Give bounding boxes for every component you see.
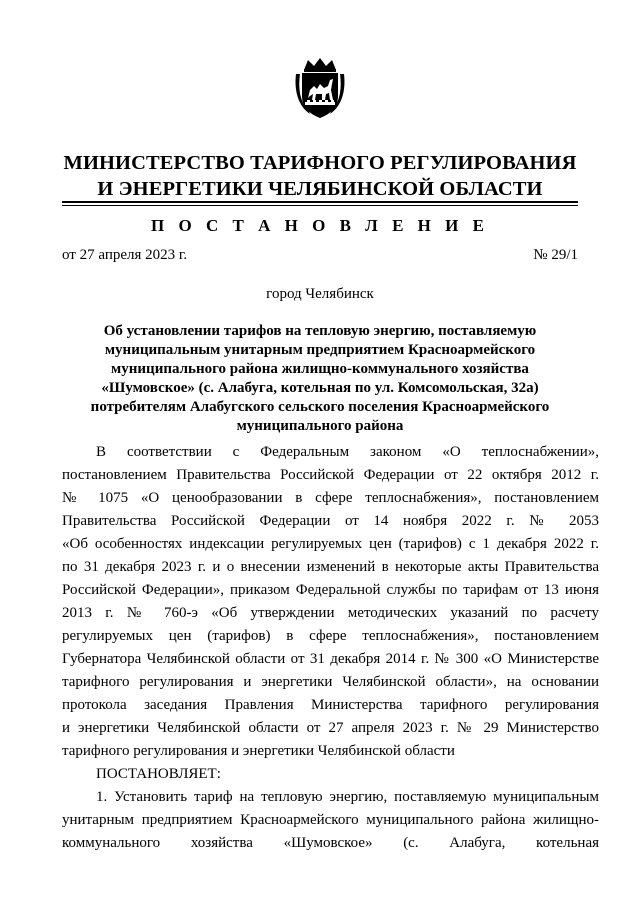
item-1-line: коммунального хозяйства «Шумовское» (с. Алабуга, котельная — [62, 835, 599, 851]
document-city: город Челябинск — [266, 286, 374, 302]
document-date: от 27 апреля 2023 г. — [62, 247, 188, 263]
body-line: регулируемых цен (тарифов) в сфере теплоснабжения», постановлением — [62, 628, 599, 644]
body-line: № 1075 «О ценообразовании в сфере теплоснабжения», постановлением — [62, 490, 599, 506]
body-line: протокола заседания Правления Министерства тарифного регулирования — [62, 697, 599, 713]
header-rule-thin — [62, 205, 578, 206]
ministry-title — [0, 150, 640, 202]
ministry-title-line-2: И ЭНЕРГЕТИКИ ЧЕЛЯБИНСКОЙ ОБЛАСТИ — [97, 178, 543, 200]
body-line: тарифного регулирования и энергетики Челябинской области», на основании — [62, 674, 599, 690]
coat-of-arms-icon — [292, 56, 348, 120]
item-1-line: унитарным предприятием Красноармейского муниципального района жилищно- — [62, 812, 599, 828]
body-line: Губернатора Челябинской области от 31 декабря 2014 г. № 300 «О Министерстве — [62, 651, 599, 667]
body-line: «Об особенностях индексации регулируемых цен (тарифов) с 1 декабря 2022 г. — [62, 536, 599, 552]
body-line: В соответствии с Федеральным законом «О теплоснабжении», — [96, 444, 599, 460]
body-line: постановлением Правительства Российской Федерации от 22 октября 2012 г. — [62, 467, 599, 483]
document-subject: Об установлении тарифов на тепловую энергию, поставляемую муниципальным унитарным предприятием Красноармейского муниципального района жилищно-коммунального хозяйства «Шумовское» (с. Алабуга, котельная по ул. Комсомольская, 32а) потребителям Алабугского сельского поселения Красноармейского муниципального района — [90, 323, 550, 434]
body-line: Российской Федерации», приказом Федеральной службы по тарифам от 13 июня — [62, 582, 599, 598]
body-line: тарифного регулирования и энергетики Челябинской области — [62, 743, 455, 759]
document-type: П О С Т А Н О В Л Е Н И Е — [151, 216, 489, 235]
resolve-heading: ПОСТАНОВЛЯЕТ: — [96, 766, 221, 782]
item-1-line: 1. Установить тариф на тепловую энергию, поставляемую муниципальным — [96, 789, 599, 805]
ministry-title-line-1: МИНИСТЕРСТВО ТАРИФНОГО РЕГУЛИРОВАНИЯ — [63, 152, 577, 174]
header-rule-thick — [62, 201, 578, 203]
body-line: и энергетики Челябинской области от 27 апреля 2023 г. № 29 Министерство — [62, 720, 599, 736]
body-line: Правительства Российской Федерации от 14 ноября 2022 г. № 2053 — [62, 513, 599, 529]
body-line: 2013 г. № 760-э «Об утверждении методических указаний по расчету — [62, 605, 599, 621]
body-line: по 31 декабря 2023 г. и о внесении изменений в некоторые акты Правительства — [62, 559, 599, 575]
document-number: № 29/1 — [533, 247, 578, 263]
